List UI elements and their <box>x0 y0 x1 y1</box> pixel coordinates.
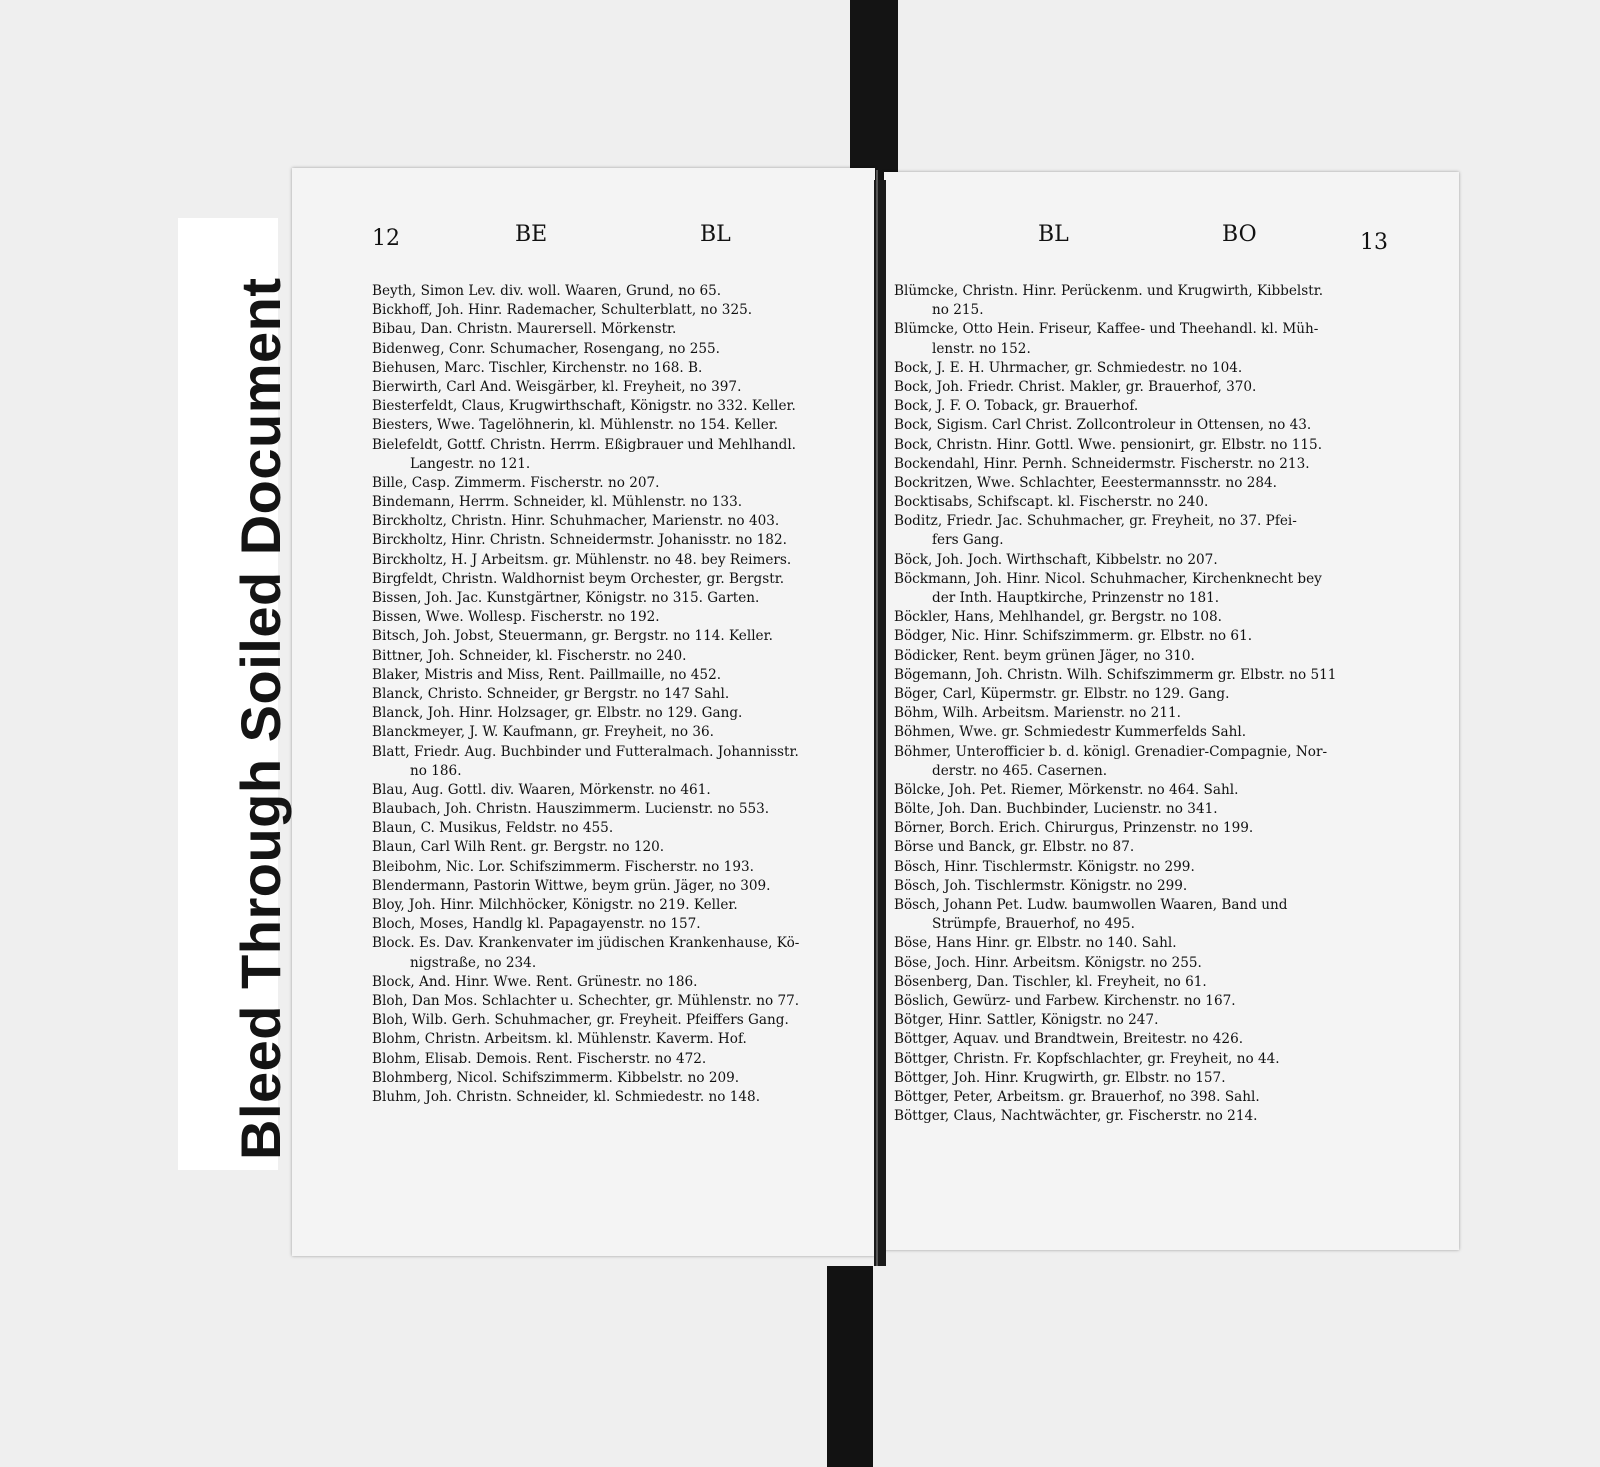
directory-entry: Block, And. Hinr. Wwe. Rent. Grünestr. no 186. <box>372 973 698 990</box>
right-page-number: 13 <box>1360 230 1388 255</box>
directory-entry: Blaun, C. Musikus, Feldstr. no 455. <box>372 820 614 837</box>
directory-entry: Bissen, Wwe. Wollesp. Fischerstr. no 192. <box>372 609 660 626</box>
page-edge <box>876 170 878 1266</box>
directory-entry: Bleibohm, Nic. Lor. Schifszimmerm. Fischerstr. no 193. <box>372 858 754 875</box>
right-entry-list <box>894 282 1384 1126</box>
directory-entry: Boditz, Friedr. Jac. Schuhmacher, gr. Freyheit, no 37. Pfei- <box>894 513 1297 530</box>
directory-entry: Bock, J. F. O. Toback, gr. Brauerhof. <box>894 398 1139 415</box>
directory-entry: Börner, Borch. Erich. Chirurgus, Prinzenstr. no 199. <box>894 820 1254 837</box>
directory-entry: Bille, Casp. Zimmerm. Fischerstr. no 207. <box>372 474 660 491</box>
directory-entry: Bloh, Wilb. Gerh. Schuhmacher, gr. Freyheit. Pfeiffers Gang. <box>372 1012 789 1029</box>
directory-entry: Böttger, Claus, Nachtwächter, gr. Fischerstr. no 214. <box>894 1108 1258 1125</box>
directory-entry: Bösch, Hinr. Tischlermstr. Königstr. no 299. <box>894 858 1195 875</box>
directory-entry: Langestr. no 121. <box>410 455 531 472</box>
directory-entry: Bocktisabs, Schifscapt. kl. Fischerstr. no 240. <box>894 494 1209 511</box>
directory-entry: Blaun, Carl Wilh Rent. gr. Bergstr. no 120. <box>372 839 665 856</box>
directory-entry: Bögemann, Joh. Christn. Wilh. Schifszimmerm gr. Elbstr. no 511 <box>894 666 1337 683</box>
directory-entry: Bölte, Joh. Dan. Buchbinder, Lucienstr. no 341. <box>894 801 1218 818</box>
directory-entry: Birckholtz, Hinr. Christn. Schneidermstr. Johanisstr. no 182. <box>372 532 787 549</box>
directory-entry: Block. Es. Dav. Krankenvater im jüdischen Krankenhause, Kö- <box>372 935 800 952</box>
directory-entry: Bibau, Dan. Christn. Maurersell. Mörkenstr. <box>372 321 677 338</box>
directory-entry: Böhmer, Unterofficier b. d. königl. Grenadier-Compagnie, Nor- <box>894 743 1328 760</box>
directory-entry: Blümcke, Christn. Hinr. Perückenm. und Krugwirth, Kibbelstr. <box>894 283 1324 299</box>
directory-entry: lenstr. no 152. <box>932 340 1031 357</box>
directory-entry: Bloch, Moses, Handlg kl. Papagayenstr. no 157. <box>372 916 701 933</box>
directory-entry: Böttger, Christn. Fr. Kopfschlachter, gr. Freyheit, no 44. <box>894 1050 1280 1067</box>
directory-entry: Böslich, Gewürz- und Farbew. Kirchenstr. no 167. <box>894 992 1236 1009</box>
left-header-start: BE <box>515 222 548 247</box>
directory-entry: Biehusen, Marc. Tischler, Kirchenstr. no 168. B. <box>372 359 703 376</box>
directory-entry: derstr. no 465. Casernen. <box>932 762 1108 779</box>
directory-entry: Bielefeldt, Gottf. Christn. Herrm. Eßigbrauer und Mehlhandl. <box>372 436 796 453</box>
directory-entry: Bissen, Joh. Jac. Kunstgärtner, Königstr. no 315. Garten. <box>372 590 760 606</box>
directory-entry: Blohm, Elisab. Demois. Rent. Fischerstr. no 472. <box>372 1050 707 1067</box>
directory-entry: Bock, Sigism. Carl Christ. Zollcontroleur in Ottensen, no 43. <box>894 417 1312 434</box>
directory-entry: Birckholtz, Christn. Hinr. Schuhmacher, Marienstr. no 403. <box>372 513 780 530</box>
directory-entry: Bödger, Nic. Hinr. Schifszimmerm. gr. Elbstr. no 61. <box>894 628 1253 645</box>
directory-entry: Blaubach, Joh. Christn. Hauszimmerm. Lucienstr. no 553. <box>372 801 770 818</box>
directory-entry: Böhm, Wilh. Arbeitsm. Marienstr. no 211. <box>894 705 1181 722</box>
directory-entry: Birgfeldt, Christn. Waldhornist beym Orchester, gr. Bergstr. <box>372 570 785 587</box>
right-header-end: BO <box>1222 222 1257 247</box>
left-page-number: 12 <box>372 226 400 251</box>
directory-entry: Bickhoff, Joh. Hinr. Rademacher, Schulterblatt, no 325. <box>372 302 753 319</box>
directory-entry: no 186. <box>410 762 462 779</box>
directory-entry: Blohm, Christn. Arbeitsm. kl. Mühlenstr. Kaverm. Hof. <box>372 1031 747 1048</box>
directory-entry: Bock, J. E. H. Uhrmacher, gr. Schmiedestr. no 104. <box>894 359 1243 376</box>
directory-entry: Blanckmeyer, J. W. Kaufmann, gr. Freyheit, no 36. <box>372 724 714 741</box>
directory-entry: Blanck, Joh. Hinr. Holzsager, gr. Elbstr. no 129. Gang. <box>372 705 743 722</box>
right-header-start: BL <box>1038 222 1069 247</box>
directory-entry: Böhmen, Wwe. gr. Schmiedestr Kummerfelds Sahl. <box>894 724 1247 741</box>
directory-entry: Böttger, Joh. Hinr. Krugwirth, gr. Elbstr. no 157. <box>894 1069 1226 1086</box>
directory-entry: Böse, Joch. Hinr. Arbeitsm. Königstr. no 255. <box>894 954 1202 971</box>
directory-entry: no 215. <box>932 302 984 319</box>
directory-entry: Bloh, Dan Mos. Schlachter u. Schechter, gr. Mühlenstr. no 77. <box>372 992 800 1009</box>
directory-entry: Bösch, Johann Pet. Ludw. baumwollen Waaren, Band und <box>894 897 1288 913</box>
binding-clip-bottom <box>827 1266 873 1467</box>
left-header-end: BL <box>700 222 731 247</box>
directory-entry: Bock, Christn. Hinr. Gottl. Wwe. pensionirt, gr. Elbstr. no 115. <box>894 436 1323 453</box>
directory-entry: Böttger, Peter, Arbeitsm. gr. Brauerhof, no 398. Sahl. <box>894 1088 1260 1105</box>
left-entry-list <box>372 282 867 1107</box>
directory-entry: Bindemann, Herrm. Schneider, kl. Mühlenstr. no 133. <box>372 494 743 511</box>
directory-entry: Böck, Joh. Joch. Wirthschaft, Kibbelstr. no 207. <box>894 551 1218 568</box>
directory-entry: Böger, Carl, Küpermstr. gr. Elbstr. no 129. Gang. <box>894 685 1230 702</box>
directory-entry: Bockritzen, Wwe. Schlachter, Eeestermannsstr. no 284. <box>894 474 1277 491</box>
binding-clip-top <box>850 0 898 180</box>
directory-entry: Bölcke, Joh. Pet. Riemer, Mörkenstr. no 464. Sahl. <box>894 781 1239 798</box>
directory-entry: Bösenberg, Dan. Tischler, kl. Freyheit, no 61. <box>894 973 1207 990</box>
directory-entry: nigstraße, no 234. <box>410 954 537 971</box>
directory-entry: fers Gang. <box>932 532 1004 549</box>
directory-entry: Böckler, Hans, Mehlhandel, gr. Bergstr. no 108. <box>894 609 1223 626</box>
directory-entry: Bittner, Joh. Schneider, kl. Fischerstr. no 240. <box>372 647 687 664</box>
directory-entry: Blaker, Mistris and Miss, Rent. Paillmaille, no 452. <box>372 666 722 683</box>
directory-entry: Blendermann, Pastorin Wittwe, beym grün. Jäger, no 309. <box>372 877 771 894</box>
directory-entry: Beyth, Simon Lev. div. woll. Waaren, Grund, no 65. <box>372 283 722 299</box>
directory-entry: Bösch, Joh. Tischlermstr. Königstr. no 299. <box>894 877 1188 894</box>
directory-entry: Bierwirth, Carl And. Weisgärber, kl. Freyheit, no 397. <box>372 378 742 395</box>
directory-entry: Blanck, Christo. Schneider, gr Bergstr. no 147 Sahl. <box>372 685 730 702</box>
directory-entry: Blohmberg, Nicol. Schifszimmerm. Kibbelstr. no 209. <box>372 1069 740 1086</box>
directory-entry: Bidenweg, Conr. Schumacher, Rosengang, no 255. <box>372 340 720 357</box>
directory-entry: Birckholtz, H. J Arbeitsm. gr. Mühlenstr. no 48. bey Reimers. <box>372 551 792 568</box>
stamp-label: Bleed Through Soiled Document <box>229 277 292 1160</box>
directory-entry: Bockendahl, Hinr. Pernh. Schneidermstr. Fischerstr. no 213. <box>894 455 1310 472</box>
directory-entry: Böse, Hans Hinr. gr. Elbstr. no 140. Sahl. <box>894 935 1177 952</box>
directory-entry: Böttger, Aquav. und Brandtwein, Breitestr. no 426. <box>894 1031 1244 1048</box>
directory-entry: Blatt, Friedr. Aug. Buchbinder und Futteralmach. Johannisstr. <box>372 743 799 760</box>
directory-entry: Blümcke, Otto Hein. Friseur, Kaffee- und Theehandl. kl. Müh- <box>894 321 1319 338</box>
directory-entry: Blau, Aug. Gottl. div. Waaren, Mörkenstr. no 461. <box>372 781 711 798</box>
directory-entry: Strümpfe, Brauerhof, no 495. <box>932 916 1135 933</box>
directory-entry: Böckmann, Joh. Hinr. Nicol. Schuhmacher, Kirchenknecht bey <box>894 570 1322 587</box>
directory-entry: Bloy, Joh. Hinr. Milchhöcker, Königstr. no 219. Keller. <box>372 897 738 913</box>
directory-entry: Börse und Banck, gr. Elbstr. no 87. <box>894 839 1135 856</box>
directory-entry: Bock, Joh. Friedr. Christ. Makler, gr. Brauerhof, 370. <box>894 378 1257 395</box>
directory-entry: Biesterfeldt, Claus, Krugwirthschaft, Königstr. no 332. Keller. <box>372 398 796 415</box>
directory-entry: Bötger, Hinr. Sattler, Königstr. no 247. <box>894 1012 1159 1029</box>
directory-entry: Bödicker, Rent. beym grünen Jäger, no 310. <box>894 647 1195 664</box>
directory-entry: Bitsch, Joh. Jobst, Steuermann, gr. Bergstr. no 114. Keller. <box>372 628 773 645</box>
directory-entry: der Inth. Hauptkirche, Prinzenstr no 181. <box>932 590 1220 606</box>
directory-entry: Bluhm, Joh. Christn. Schneider, kl. Schmiedestr. no 148. <box>372 1088 761 1105</box>
directory-entry: Biesters, Wwe. Tagelöhnerin, kl. Mühlenstr. no 154. Keller. <box>372 417 779 434</box>
